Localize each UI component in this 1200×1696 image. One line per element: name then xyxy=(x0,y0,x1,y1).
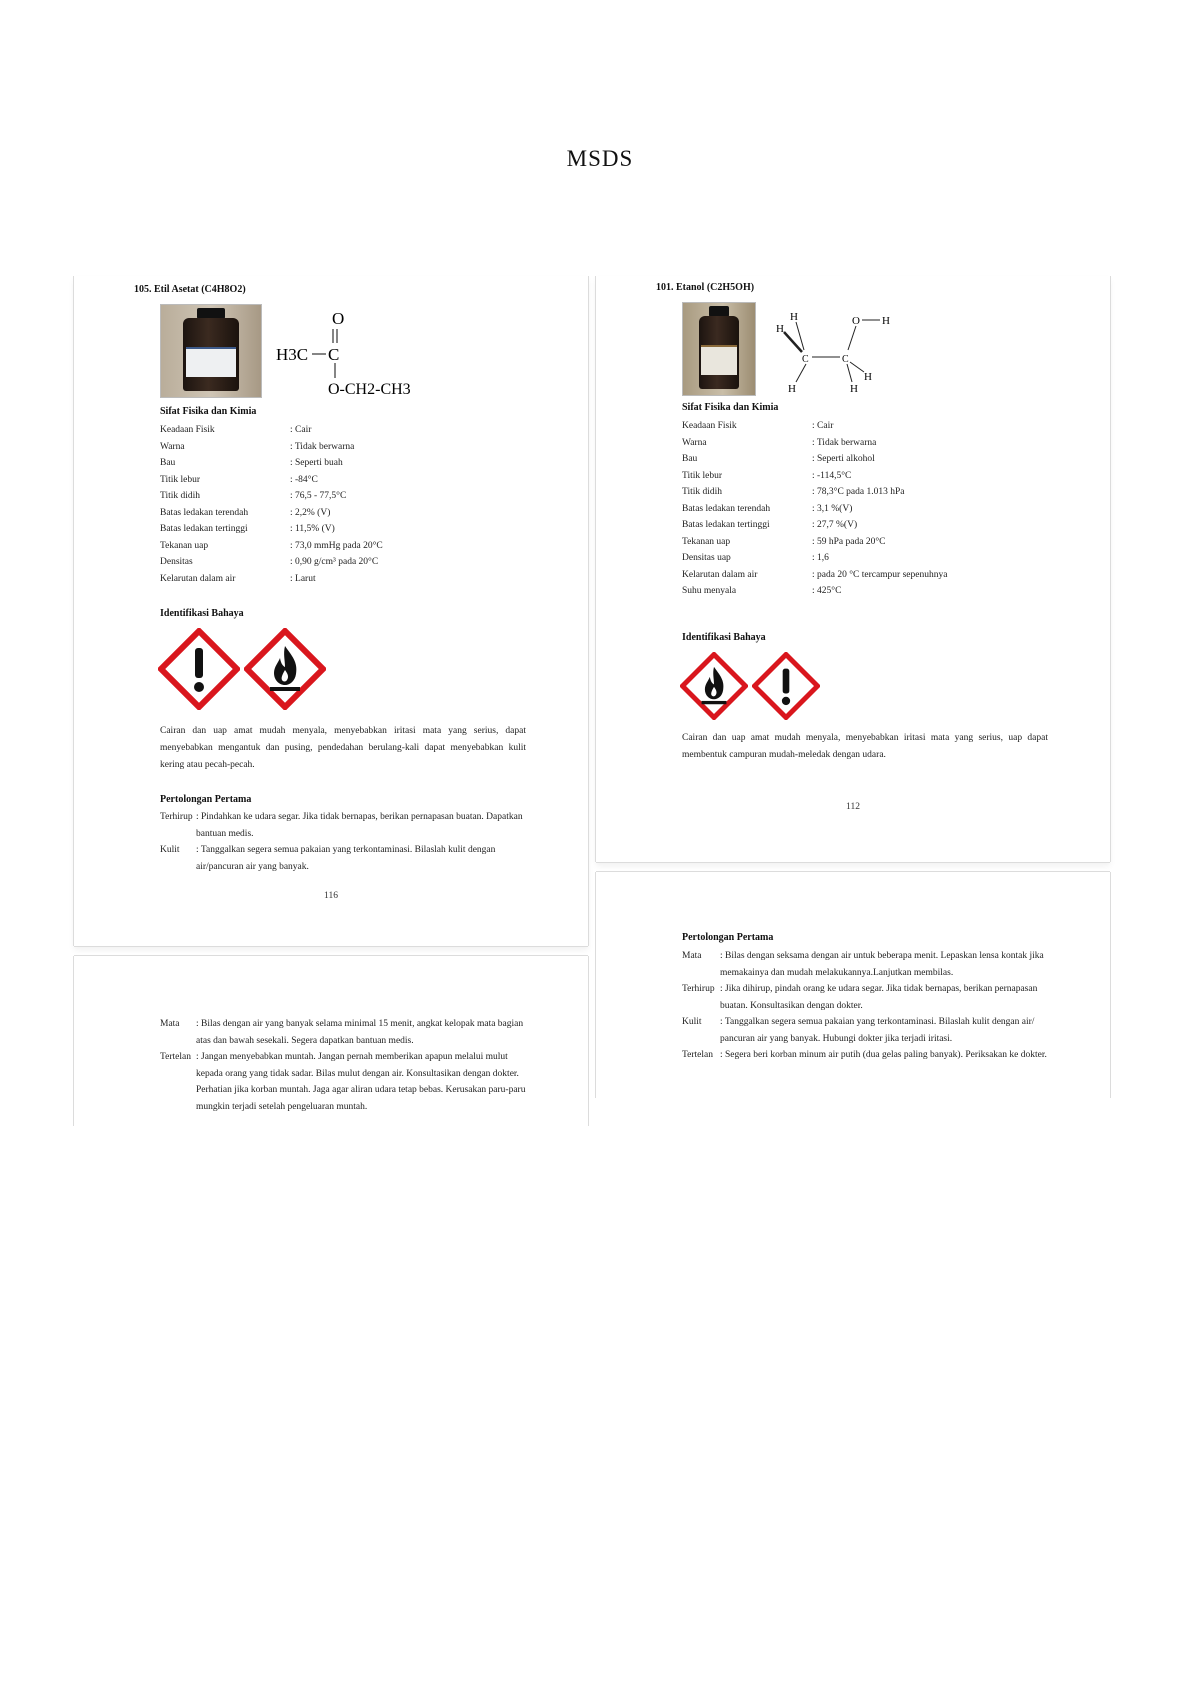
property-row: Batas ledakan terendah : 3,1 %(V) xyxy=(682,503,853,514)
exclamation-hazard-icon xyxy=(752,652,820,720)
firstaid-item: Mata : Bilas dengan air yang banyak selama minimal 15 menit, angkat kelopak mata bagian atas dan bawah sesekali. Segera dapatkan bantuan medis. xyxy=(160,1019,524,1046)
property-row: Batas ledakan terendah : 2,2% (V) xyxy=(160,507,331,518)
svg-text:H: H xyxy=(850,383,858,395)
page-title: MSDS xyxy=(566,146,634,171)
formula-methyl-label: H3C xyxy=(276,345,309,364)
property-row: Warna : Tidak berwarna xyxy=(682,437,877,448)
ethanol-structure-diagram xyxy=(768,310,898,396)
left-hazard-heading: Identifikasi Bahaya xyxy=(160,608,244,619)
property-row: Titik didih : 78,3°C pada 1.013 hPa xyxy=(682,487,905,497)
flame-hazard-icon xyxy=(680,652,748,720)
flame-hazard-icon xyxy=(244,628,326,710)
left-substance-heading: 105. Etil Asetat (C4H8O2) xyxy=(134,284,246,295)
right-properties-heading: Sifat Fisika dan Kimia xyxy=(682,402,779,413)
svg-text:H: H xyxy=(864,371,872,383)
property-row: Titik lebur : -114,5°C xyxy=(682,470,852,481)
left-hazard-description: Cairan dan uap amat mudah menyala, menyebabkan iritasi mata yang serius, dapat menyebabkan mengantuk dan pusing, pendedahan berulang-kali dapat menyebabkan kulit kering atau pecah-pecah. xyxy=(160,726,526,770)
svg-text:C: C xyxy=(328,345,340,364)
property-row: Tekanan uap : 73,0 mmHg pada 20°C xyxy=(160,540,383,551)
svg-text:H: H xyxy=(788,383,796,395)
right-hazard-heading: Identifikasi Bahaya xyxy=(682,632,766,643)
left-properties-heading: Sifat Fisika dan Kimia xyxy=(160,406,257,417)
property-row: Kelarutan dalam air : Larut xyxy=(160,573,316,584)
svg-text:H: H xyxy=(882,315,890,327)
firstaid-item: Tertelan : Jangan menyebabkan muntah. Jangan pernah memberikan apapun melalui mulut kepada orang yang tidak sadar. Bilas mulut dengan air. Konsultasikan dengan dokter. Perhatian jika korban muntah. Jaga agar aliran udara tetap bebas. Kerusakan paru-paru mungkin terjadi setelah pengeluaran muntah. xyxy=(160,1052,526,1112)
property-row: Densitas uap : 1,6 xyxy=(682,553,829,563)
right-firstaid-list xyxy=(682,948,1048,1064)
svg-text:C: C xyxy=(802,354,809,365)
property-row: Batas ledakan tertinggi : 11,5% (V) xyxy=(160,524,335,534)
left-page-panel xyxy=(74,276,588,946)
ethyl-acetate-structure-diagram xyxy=(270,310,430,396)
ethanol-bottle-photo xyxy=(682,302,756,396)
property-row: Bau : Seperti buah xyxy=(160,458,343,468)
svg-text:H: H xyxy=(776,323,784,335)
firstaid-item: Kulit : Tanggalkan segera semua pakaian yang terkontaminasi. Bilaslah kulit dengan air/pancuran air yang banyak. xyxy=(160,845,496,872)
property-row: Densitas : 0,90 g/cm³ pada 20°C xyxy=(160,557,379,567)
property-row: Bau : Seperti alkohol xyxy=(682,454,875,464)
left-continuation-list xyxy=(160,1016,526,1115)
property-row: Kelarutan dalam air : pada 20 °C tercampur sepenuhnya xyxy=(682,569,948,580)
svg-text:O: O xyxy=(852,315,860,327)
formula-ester-label: O-CH2-CH3 xyxy=(328,381,411,396)
right-continuation-panel xyxy=(596,872,1110,1098)
property-row: Titik lebur : -84°C xyxy=(160,474,318,485)
exclamation-hazard-icon xyxy=(158,628,240,710)
formula-oxygen-label: O xyxy=(332,310,345,328)
firstaid-item: Terhirup : Jika dihirup, pindah orang ke udara segar. Jika tidak bernapas, berikan pernapasan buatan. Konsultasikan dengan dokter. xyxy=(682,984,1038,1011)
firstaid-item: Mata : Bilas dengan seksama dengan air untuk beberapa menit. Lepaskan lensa kontak jika memakainya dan mudah melakukannya.Lanjutkan membilas. xyxy=(682,951,1044,978)
right-page-number: 112 xyxy=(846,802,860,812)
property-row: Warna : Tidak berwarna xyxy=(160,441,355,452)
right-substance-heading: 101. Etanol (C2H5OH) xyxy=(656,282,755,293)
left-properties-list xyxy=(160,422,560,587)
property-row: Keadaan Fisik : Cair xyxy=(160,425,312,435)
property-row: Suhu menyala : 425°C xyxy=(682,586,842,596)
property-row: Batas ledakan tertinggi : 27,7 %(V) xyxy=(682,520,858,530)
right-properties-list xyxy=(682,418,1082,600)
firstaid-item: Terhirup : Pindahkan ke udara segar. Jika tidak bernapas, berikan pernapasan buatan. Dapatkan bantuan medis. xyxy=(160,812,523,839)
property-row: Titik didih : 76,5 - 77,5°C xyxy=(160,491,347,501)
left-firstaid-heading: Pertolongan Pertama xyxy=(160,794,252,805)
property-row: Tekanan uap : 59 hPa pada 20°C xyxy=(682,536,886,547)
left-continuation-panel xyxy=(74,956,588,1126)
property-row: Keadaan Fisik : Cair xyxy=(682,421,834,431)
firstaid-item: Tertelan : Segera beri korban minum air putih (dua gelas paling banyak). Periksakan ke dokter. xyxy=(682,1050,1047,1060)
firstaid-item: Kulit : Tanggalkan segera semua pakaian yang terkontaminasi. Bilaslah kulit dengan air/ pancuran air yang banyak. Hubungi dokter jika terjadi iritasi. xyxy=(682,1017,1035,1044)
ethyl-acetate-bottle-photo xyxy=(160,304,262,398)
right-hazard-description: Cairan dan uap amat mudah menyala, menyebabkan iritasi mata yang serius, uap dapat membentuk campuran mudah-meledak dengan udara. xyxy=(682,733,1048,760)
right-page-panel xyxy=(596,276,1110,862)
right-firstaid-heading: Pertolongan Pertama xyxy=(682,932,774,943)
svg-text:H: H xyxy=(790,311,798,323)
left-page-number: 116 xyxy=(324,891,338,901)
left-firstaid-list xyxy=(160,809,526,875)
svg-text:C: C xyxy=(842,354,849,365)
